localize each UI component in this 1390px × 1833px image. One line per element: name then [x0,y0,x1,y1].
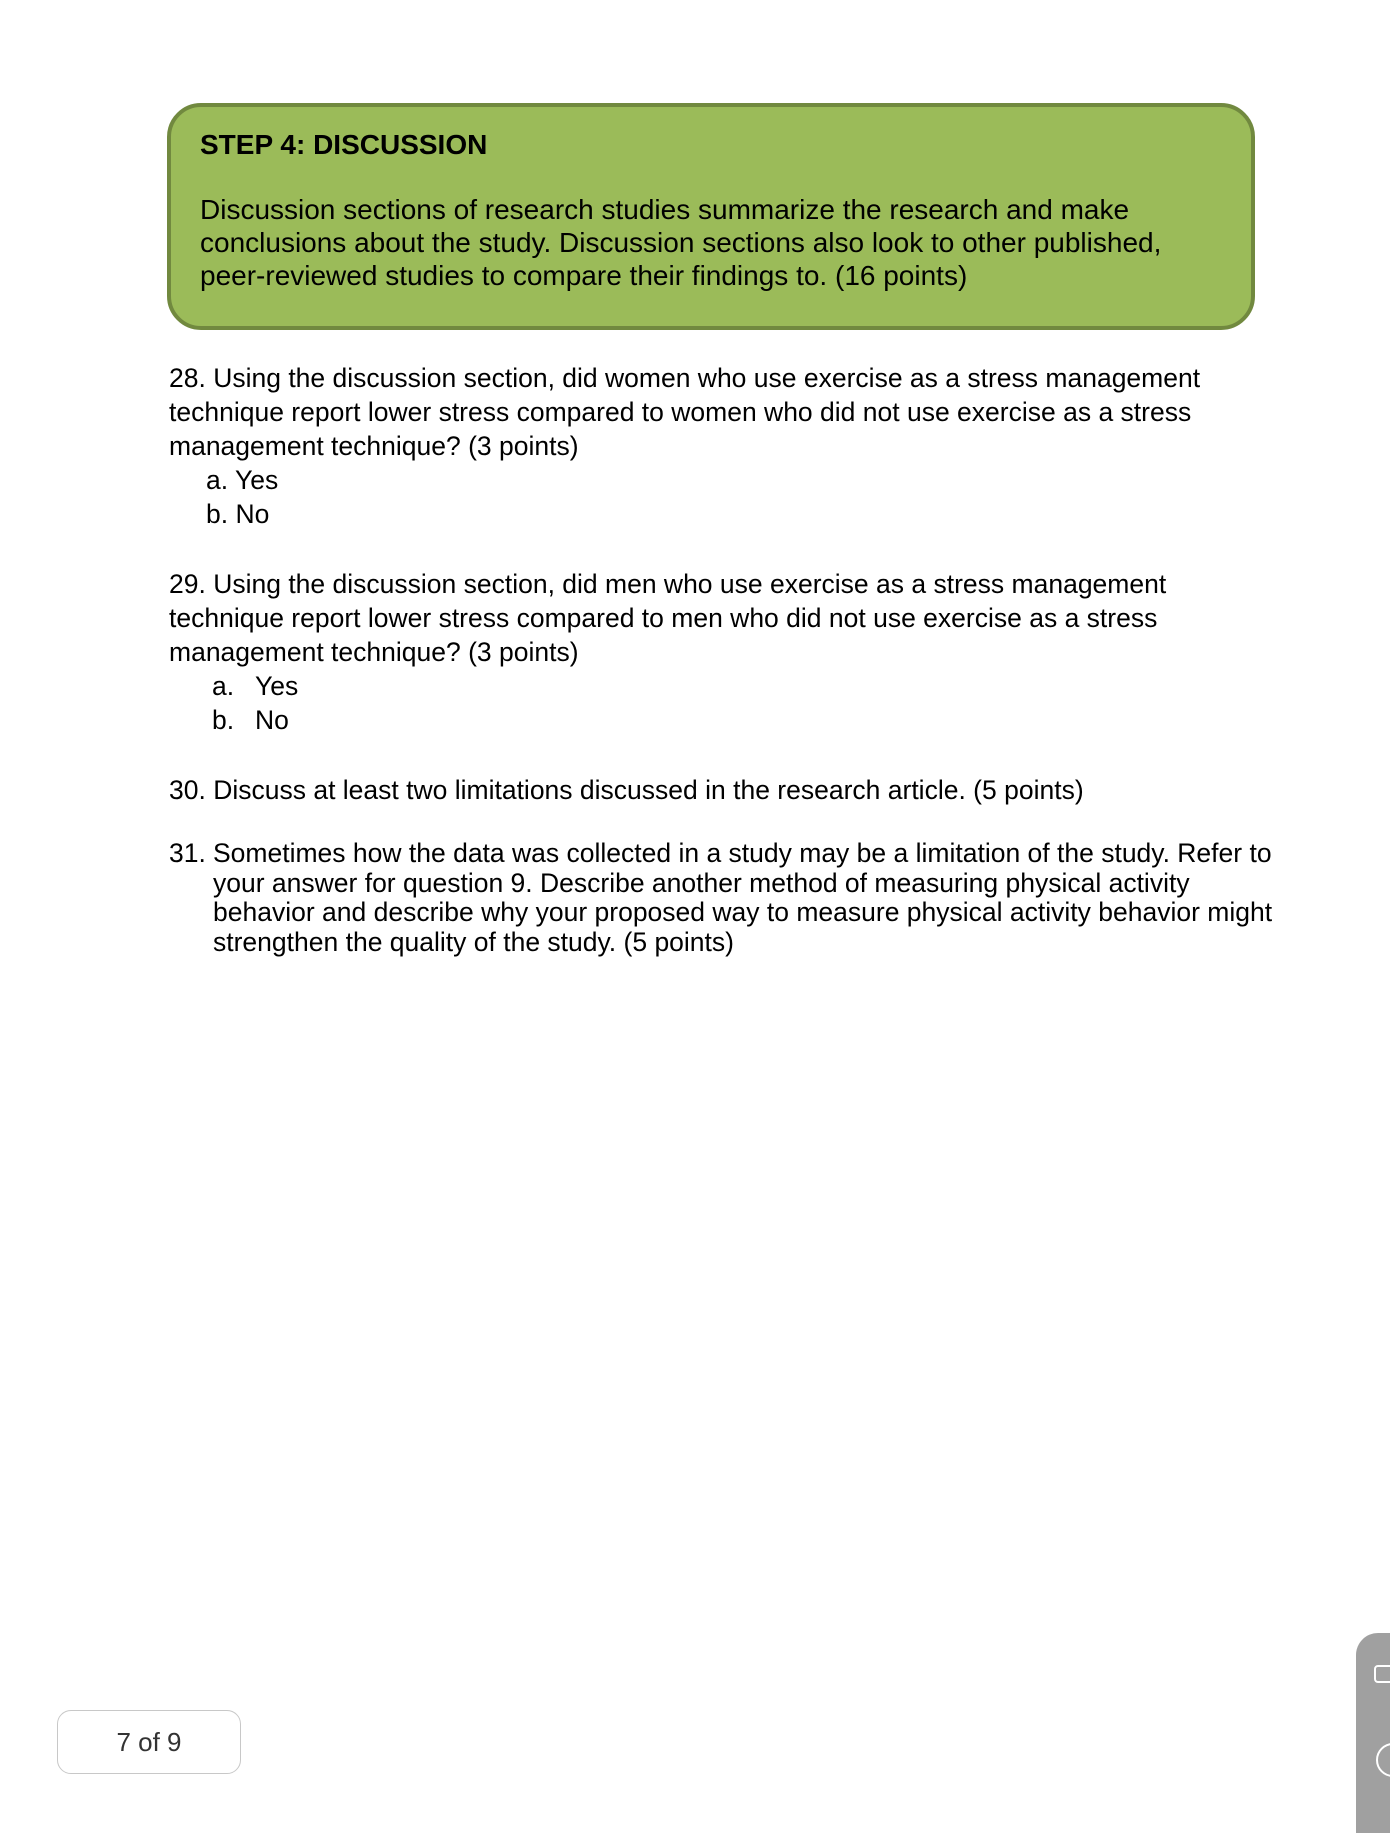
question-30-text: 30. Discuss at least two limitations discussed in the research article. (5 points) [169,775,1084,805]
question-31 [169,839,1279,957]
question-28-text: 28. Using the discussion section, did women who use exercise as a stress management technique report lower stress compared to women who did not use exercise as a stress management technique? (3 points) [169,363,1201,461]
question-29-option-a [169,669,1279,703]
side-toolbar[interactable] [1356,1633,1390,1833]
step-4-discussion-box [167,103,1255,330]
step-title: STEP 4: DISCUSSION [200,129,488,160]
question-31-number: 31. [169,838,206,868]
question-28-option-a: a. Yes [206,465,279,495]
question-29-text: 29. Using the discussion section, did men who use exercise as a stress management technique report lower stress compared to men who did not use exercise as a stress management technique? (3 points) [169,569,1167,667]
question-29-option-a-label: Yes [255,671,299,701]
question-29 [169,567,1279,737]
question-29-option-b-label: No [255,705,289,735]
question-28 [169,361,1279,531]
question-29-options [169,669,1279,737]
question-31-text: Sometimes how the data was collected in a study may be a limitation of the study. Refer to your answer for question 9. Describe another method of measuring physical activity behavior and describe why your proposed way to measure physical activity behavior might strengthen the quality of the study. (5 points) [213,838,1273,957]
keyboard-icon[interactable] [1374,1665,1390,1683]
question-28-option-b: b. No [206,499,270,529]
question-29-option-a-letter: a. [212,671,235,701]
step-description: Discussion sections of research studies summarize the research and make conclusions about the study. Discussion sections also look to other published, peer-reviewed studies to compare their findings to. (16 points) [200,194,1162,291]
question-30 [169,773,1279,807]
question-29-option-b-letter: b. [212,705,235,735]
page-indicator: 7 of 9 [57,1710,241,1774]
circle-icon[interactable] [1376,1743,1390,1777]
question-28-options [169,463,1279,531]
question-29-option-b [169,703,1279,737]
